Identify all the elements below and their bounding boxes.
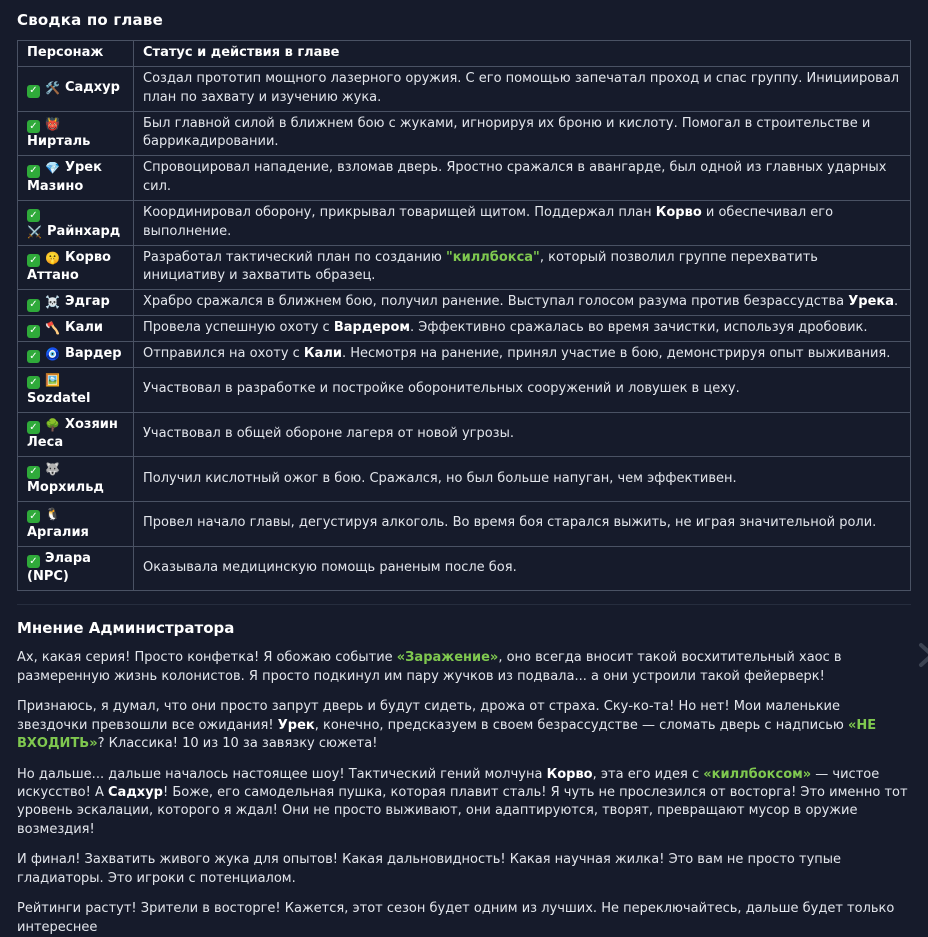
character-name: Садхур bbox=[64, 80, 120, 96]
status-cell bbox=[134, 457, 911, 502]
checked-icon: ✓ bbox=[27, 85, 40, 98]
character-cell bbox=[18, 546, 134, 591]
character-row bbox=[18, 200, 911, 245]
status-cell bbox=[134, 290, 911, 316]
character-row bbox=[18, 457, 911, 502]
status-cell bbox=[134, 341, 911, 367]
status-cell bbox=[134, 156, 911, 201]
character-name: Урек Мазино bbox=[27, 160, 102, 195]
text-segment: , эта его идея с bbox=[592, 766, 704, 782]
status-cell bbox=[134, 367, 911, 412]
text-segment: Оказывала медицинскую помощь раненым после боя. bbox=[143, 559, 517, 575]
opinion-paragraph bbox=[17, 851, 911, 888]
opinion-paragraph bbox=[17, 698, 911, 753]
text-segment: Храбро сражался в ближнем бою, получил ранение. Выступал голосом разума против безрассудства bbox=[143, 294, 849, 310]
text-segment: Участвовал в общей обороне лагеря от новой угрозы. bbox=[143, 425, 514, 441]
status-cell bbox=[134, 546, 911, 591]
text-segment: Ах, какая серия! Просто конфетка! Я обожаю событие bbox=[17, 650, 397, 666]
character-row bbox=[18, 156, 911, 201]
status-cell bbox=[134, 111, 911, 156]
character-cell bbox=[18, 156, 134, 201]
character-row bbox=[18, 412, 911, 457]
checked-icon: ✓ bbox=[27, 555, 40, 568]
crossed-swords-icon: ⚔️ bbox=[27, 224, 42, 239]
text-segment: , оно всегда вносит такой восхитительный хаос в размеренную жизнь колонистов. Я просто подкинул им пару жучков из подвала... а они устроили такой фейерверк! bbox=[17, 650, 842, 684]
bold-name: Корво bbox=[546, 766, 593, 782]
character-row bbox=[18, 316, 911, 342]
character-cell bbox=[18, 457, 134, 502]
axe-icon: 🪓 bbox=[45, 321, 60, 336]
opinion-paragraph bbox=[17, 766, 911, 840]
text-segment: Разработал тактический план по созданию bbox=[143, 249, 446, 265]
opinion-paragraph bbox=[17, 649, 911, 686]
status-cell bbox=[134, 200, 911, 245]
page-title: Сводка по главе bbox=[17, 11, 163, 29]
skull-crossbones-icon: ☠️ bbox=[45, 295, 60, 310]
highlight-link[interactable]: «НЕ ВХОДИТЬ» bbox=[17, 717, 877, 752]
checked-icon: ✓ bbox=[27, 120, 40, 133]
text-segment: Признаюсь, я думал, что они просто запрут дверь и будут сидеть, дрожа от страха. Ску-ко-та! Но нет! Мои маленькие звездочки превзошли все ожидания! bbox=[17, 699, 841, 733]
status-cell bbox=[134, 501, 911, 546]
character-row bbox=[18, 501, 911, 546]
text-segment: Был главной силой в ближнем бою с жуками, игнорируя их броню и кислоту. Помогал в строительстве и баррикадировании. bbox=[143, 115, 871, 150]
highlight-link[interactable]: «киллбоксом» bbox=[703, 766, 812, 782]
character-row bbox=[18, 341, 911, 367]
table-body bbox=[18, 66, 911, 590]
character-row bbox=[18, 111, 911, 156]
admin-opinion-body bbox=[17, 649, 911, 937]
text-segment: Провела успешную охоту с bbox=[143, 320, 334, 336]
bold-name: Кали bbox=[303, 345, 342, 361]
character-cell bbox=[18, 245, 134, 290]
bold-name: Урек bbox=[277, 717, 315, 733]
wolf-icon: 🐺 bbox=[45, 462, 60, 477]
character-row bbox=[18, 290, 911, 316]
character-row bbox=[18, 245, 911, 290]
text-segment: Но дальше... дальше началось настоящее шоу! Тактический гений молчуна bbox=[17, 766, 547, 782]
status-cell bbox=[134, 66, 911, 111]
text-segment: и обеспечивал его выполнение. bbox=[143, 204, 834, 239]
bold-name: Урека bbox=[848, 294, 894, 310]
text-segment: Участвовал в разработке и постройке оборонительных сооружений и ловушек в цеху. bbox=[143, 381, 740, 397]
text-segment: . bbox=[893, 294, 899, 310]
penguin-icon: 🐧 bbox=[45, 506, 60, 521]
bold-name: Корво bbox=[655, 204, 702, 220]
tree-icon: 🌳 bbox=[45, 417, 60, 432]
admin-opinion-title: Мнение Администратора bbox=[17, 619, 235, 638]
status-cell bbox=[134, 245, 911, 290]
checked-icon: ✓ bbox=[27, 209, 40, 222]
text-segment: Спровоцировал нападение, взломав дверь. Яростно сражался в авангарде, был одной из главных ударных сил. bbox=[143, 160, 887, 195]
character-name: Хозяин Леса bbox=[27, 416, 118, 451]
character-row bbox=[18, 367, 911, 412]
highlight-link[interactable]: "киллбокса" bbox=[446, 249, 540, 265]
chevron-right-icon[interactable] bbox=[917, 642, 928, 668]
character-cell bbox=[18, 290, 134, 316]
character-cell bbox=[18, 200, 134, 245]
section-divider bbox=[17, 604, 911, 605]
checked-icon: ✓ bbox=[27, 165, 40, 178]
text-segment: Получил кислотный ожог в бою. Сражался, но был больше напуган, чем эффективен. bbox=[143, 470, 737, 486]
character-name: Эдгар bbox=[64, 294, 110, 310]
text-segment: Координировал оборону, прикрывал товарищей щитом. Поддержал план bbox=[143, 204, 656, 220]
character-name: Райнхард bbox=[46, 223, 121, 239]
character-cell bbox=[18, 501, 134, 546]
character-name: Нирталь bbox=[27, 134, 91, 150]
text-segment: Провел начало главы, дегустируя алкоголь. Во время боя старался выжить, не играя значительной роли. bbox=[143, 515, 877, 531]
text-segment: И финал! Захватить живого жука для опытов! Какая дальновидность! Какая научная жилка! Это вам не просто тупые гладиаторы. Это игроки с потенциалом. bbox=[17, 852, 842, 886]
character-name: Аргалия bbox=[27, 524, 89, 540]
opinion-paragraph bbox=[17, 900, 911, 937]
checked-icon: ✓ bbox=[27, 510, 40, 523]
framed-picture-icon: 🖼️ bbox=[45, 372, 60, 387]
character-name: Элара (NPC) bbox=[27, 550, 91, 585]
checked-icon: ✓ bbox=[27, 325, 40, 338]
text-segment: Создал прототип мощного лазерного оружия. С его помощью запечатал проход и спас группу. Инициировал план по захвату и изучению жука. bbox=[143, 70, 900, 105]
admin-opinion-section bbox=[17, 619, 911, 937]
text-segment: ? Классика! 10 из 10 за завязку сюжета! bbox=[97, 736, 378, 752]
status-cell bbox=[134, 412, 911, 457]
checked-icon: ✓ bbox=[27, 254, 40, 267]
column-header-status: Статус и действия в главе bbox=[134, 41, 911, 67]
checked-icon: ✓ bbox=[27, 299, 40, 312]
character-name: Корво Аттано bbox=[27, 249, 111, 284]
table-header-row bbox=[18, 41, 911, 67]
bold-name: Вардером bbox=[333, 320, 411, 336]
checked-icon: ✓ bbox=[27, 466, 40, 479]
text-segment: , который позволил группе перехватить инициативу и захватить образец. bbox=[143, 249, 818, 284]
character-name: Кали bbox=[64, 320, 103, 336]
checked-icon: ✓ bbox=[27, 350, 40, 363]
character-cell bbox=[18, 412, 134, 457]
ogre-icon: 👹 bbox=[45, 116, 60, 131]
text-segment: . Эффективно сражалась во время зачистки, используя дробовик. bbox=[410, 320, 868, 336]
text-segment: , конечно, предсказуем в своем безрассудстве — сломать дверь с надписью bbox=[314, 717, 848, 733]
hammer-and-wrench-icon: 🛠️ bbox=[45, 81, 60, 96]
text-segment: . Несмотря на ранение, принял участие в бою, демонстрируя опыт выживания. bbox=[341, 345, 891, 361]
bold-name: Садхур bbox=[108, 784, 163, 800]
character-cell bbox=[18, 66, 134, 111]
checked-icon: ✓ bbox=[27, 376, 40, 389]
character-name: Морхильд bbox=[27, 480, 104, 496]
column-header-character: Персонаж bbox=[18, 41, 134, 67]
character-cell bbox=[18, 367, 134, 412]
character-name: Sozdatel bbox=[27, 390, 91, 406]
status-cell bbox=[134, 316, 911, 342]
character-cell bbox=[18, 111, 134, 156]
nazar-amulet-icon: 🧿 bbox=[45, 346, 60, 361]
gem-icon: 💎 bbox=[45, 161, 60, 176]
character-cell bbox=[18, 316, 134, 342]
text-segment: Рейтинги растут! Зрители в восторге! Кажется, этот сезон будет одним из лучших. Не переключайтесь, дальше будет только интереснее bbox=[17, 901, 895, 935]
chapter-summary-table bbox=[17, 40, 911, 591]
character-cell bbox=[18, 341, 134, 367]
text-segment: ! Боже, его самодельная пушка, которая плавит сталь! Я чуть не прослезился от восторга! Это именно тот уровень эскалации, которого я ждал! Они не просто выживают, они адаптируются, творят, превращают мусор в оружие возмездия! bbox=[17, 784, 908, 837]
character-name: Вардер bbox=[64, 345, 122, 361]
text-segment: Отправился на охоту с bbox=[143, 345, 304, 361]
character-row bbox=[18, 546, 911, 591]
shushing-face-icon: 🤫 bbox=[45, 250, 60, 265]
checked-icon: ✓ bbox=[27, 421, 40, 434]
text-segment: — чистое искусство! А bbox=[17, 766, 880, 800]
highlight-link[interactable]: «Заражение» bbox=[396, 650, 499, 666]
character-row bbox=[18, 66, 911, 111]
